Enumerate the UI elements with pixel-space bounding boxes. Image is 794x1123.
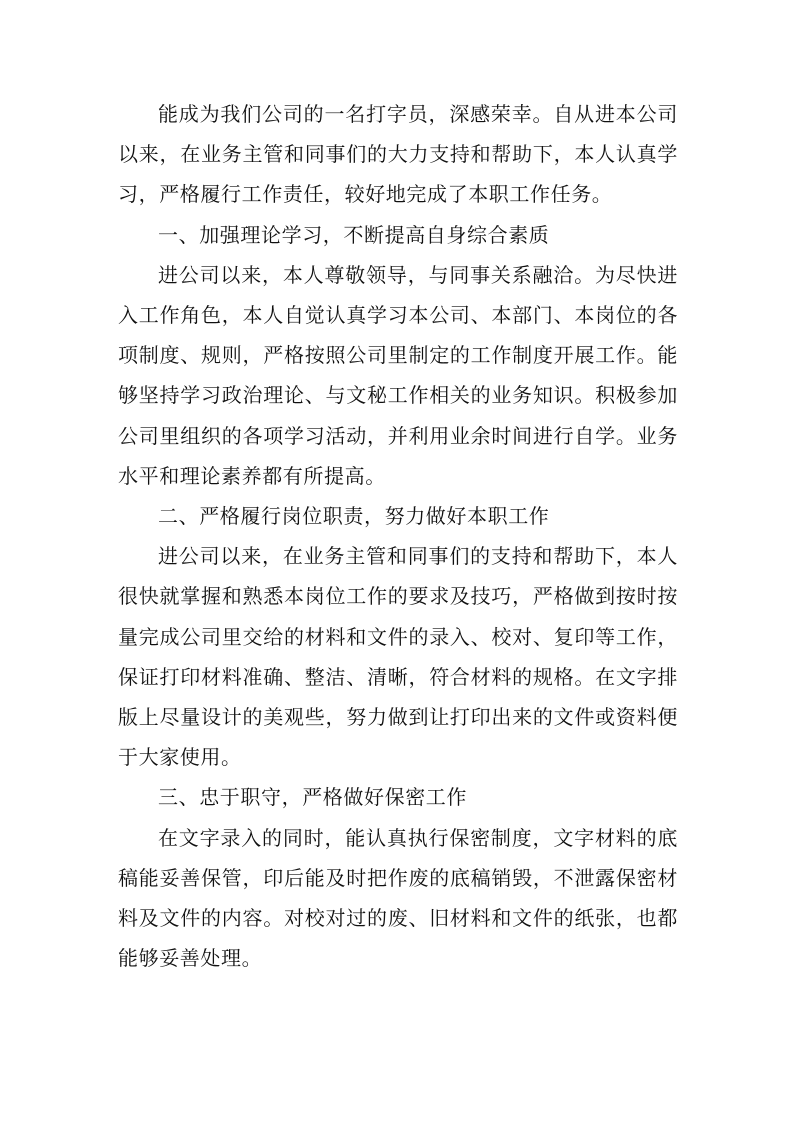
- section-body-3: 在文字录入的同时，能认真执行保密制度，文字材料的底稿能妥善保管，印后能及时把作废的底稿销毁，不泄露保密材料及文件的内容。对校对过的废、旧材料和文件的纸张，也都能够妥善处理。: [118, 825, 678, 971]
- section-heading-3: 三、忠于职守，严格做好保密工作: [158, 785, 467, 810]
- section-body-1: 进公司以来，本人尊敬领导，与同事关系融洽。为尽快进入工作角色，本人自觉认真学习本公司、本部门、本岗位的各项制度、规则，严格按照公司里制定的工作制度开展工作。能够坚持学习政治理论、与文秘工作相关的业务知识。积极参加公司里组织的各项学习活动，并利用业余时间进行自学。业务水平和理论素养都有所提高。: [118, 262, 678, 488]
- section-heading-2: 二、严格履行岗位职责，努力做好本职工作: [158, 504, 550, 529]
- document-body: [118, 94, 678, 978]
- intro-paragraph: 能成为我们公司的一名打字员，深感荣幸。自从进本公司以来，在业务主管和同事们的大力支持和帮助下，本人认真学习，严格履行工作责任，较好地完成了本职工作任务。: [118, 102, 678, 207]
- section-heading-1: 一、加强理论学习，不断提高自身综合素质: [158, 222, 550, 247]
- section-body-2: 进公司以来，在业务主管和同事们的支持和帮助下，本人很快就掌握和熟悉本岗位工作的要求及技巧，严格做到按时按量完成公司里交给的材料和文件的录入、校对、复印等工作，保证打印材料准确、整洁、清晰，符合材料的规格。在文字排版上尽量设计的美观些，努力做到让打印出来的文件或资料便于大家使用。: [118, 544, 678, 770]
